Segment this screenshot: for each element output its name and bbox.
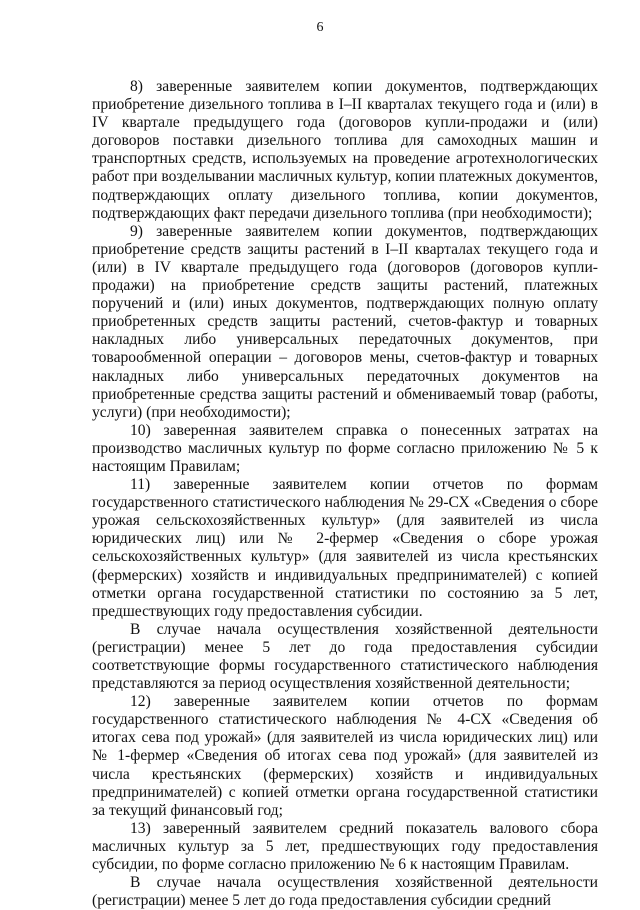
paragraph-item-10: 10) заверенная заявителем справка о понесенных затратах на производство масличных культур по форме согласно приложению № 5 к настоящим Правилам; [92,421,598,475]
page-number: 6 [316,20,324,35]
paragraph-item-11: 11) заверенные заявителем копии отчетов по формам государственного статистического наблюдения № 29-СХ «Сведения о сборе урожая сельскохозяйственных культур» (для заявителей из числа юридических лиц) или № 2-фермер «Сведения о сборе урожая сельскохозяйственных культур» (для заявителей из числа крестьянских (фермерских) хозяйств и индивидуальных предпринимателей) с копией отметки органа государственной статистики по состоянию за 5 лет, предшествующих году предоставления субсидии. [92,476,598,620]
paragraph-item-13-note: В случае начала осуществления хозяйственной деятельности (регистрации) менее 5 лет до года предоставления субсидии средний [92,874,598,910]
paragraph-item-8: 8) заверенные заявителем копии документов, подтверждающих приобретение дизельного топлива в I–II кварталах текущего года и (или) в IV квартале предыдущего года (договоров купли-продажи и (или) договоров поставки дизельного топлива для самоходных машин и транспортных средств, используемых на проведение агротехнологических работ при возделывании масличных культур, копии платежных документов, подтверждающих оплату дизельного топлива, копии документов, подтверждающих факт передачи дизельного топлива (при необходимости); [92,78,598,222]
paragraph-item-13: 13) заверенный заявителем средний показатель валового сбора масличных культур за 5 лет, предшествующих году предоставления субсидии, по форме согласно приложению № 6 к настоящим Правилам. [92,819,598,874]
paragraph-item-12: 12) заверенные заявителем копии отчетов по формам государственного статистического наблюдения № 4-СХ «Сведения об итогах сева под урожай» (для заявителей из числа юридических лиц) или № 1-фермер «Сведения об итогах сева под урожай» (для заявителей из числа крестьянских (фермерских) хозяйств и индивидуальных предпринимателей) с копией отметки органа государственной статистики за текущий финансовый год; [92,693,598,819]
paragraph-item-11-note: В случае начала осуществления хозяйственной деятельности (регистрации) менее 5 лет до года предоставления субсидии соответствующие формы государственного статистического наблюдения представляются за период осуществления хозяйственной деятельности; [92,620,598,693]
document-body [92,78,598,910]
paragraph-item-9: 9) заверенные заявителем копии документов, подтверждающих приобретение средств защиты растений в I–II кварталах текущего года и (или) в IV квартале предыдущего года (договоров (договоров купли-продажи) на приобретение средств защиты растений, платежных поручений и (или) иных документов, подтверждающих полную оплату приобретенных средств защиты растений, счетов-фактур и товарных накладных либо универсальных передаточных документов, при товарообменной операции – договоров мены, счетов-фактур и товарных накладных либо универсальных передаточных документов на приобретенные средства защиты растений и обмениваемый товар (работы, услуги) (при необходимости); [92,222,598,421]
